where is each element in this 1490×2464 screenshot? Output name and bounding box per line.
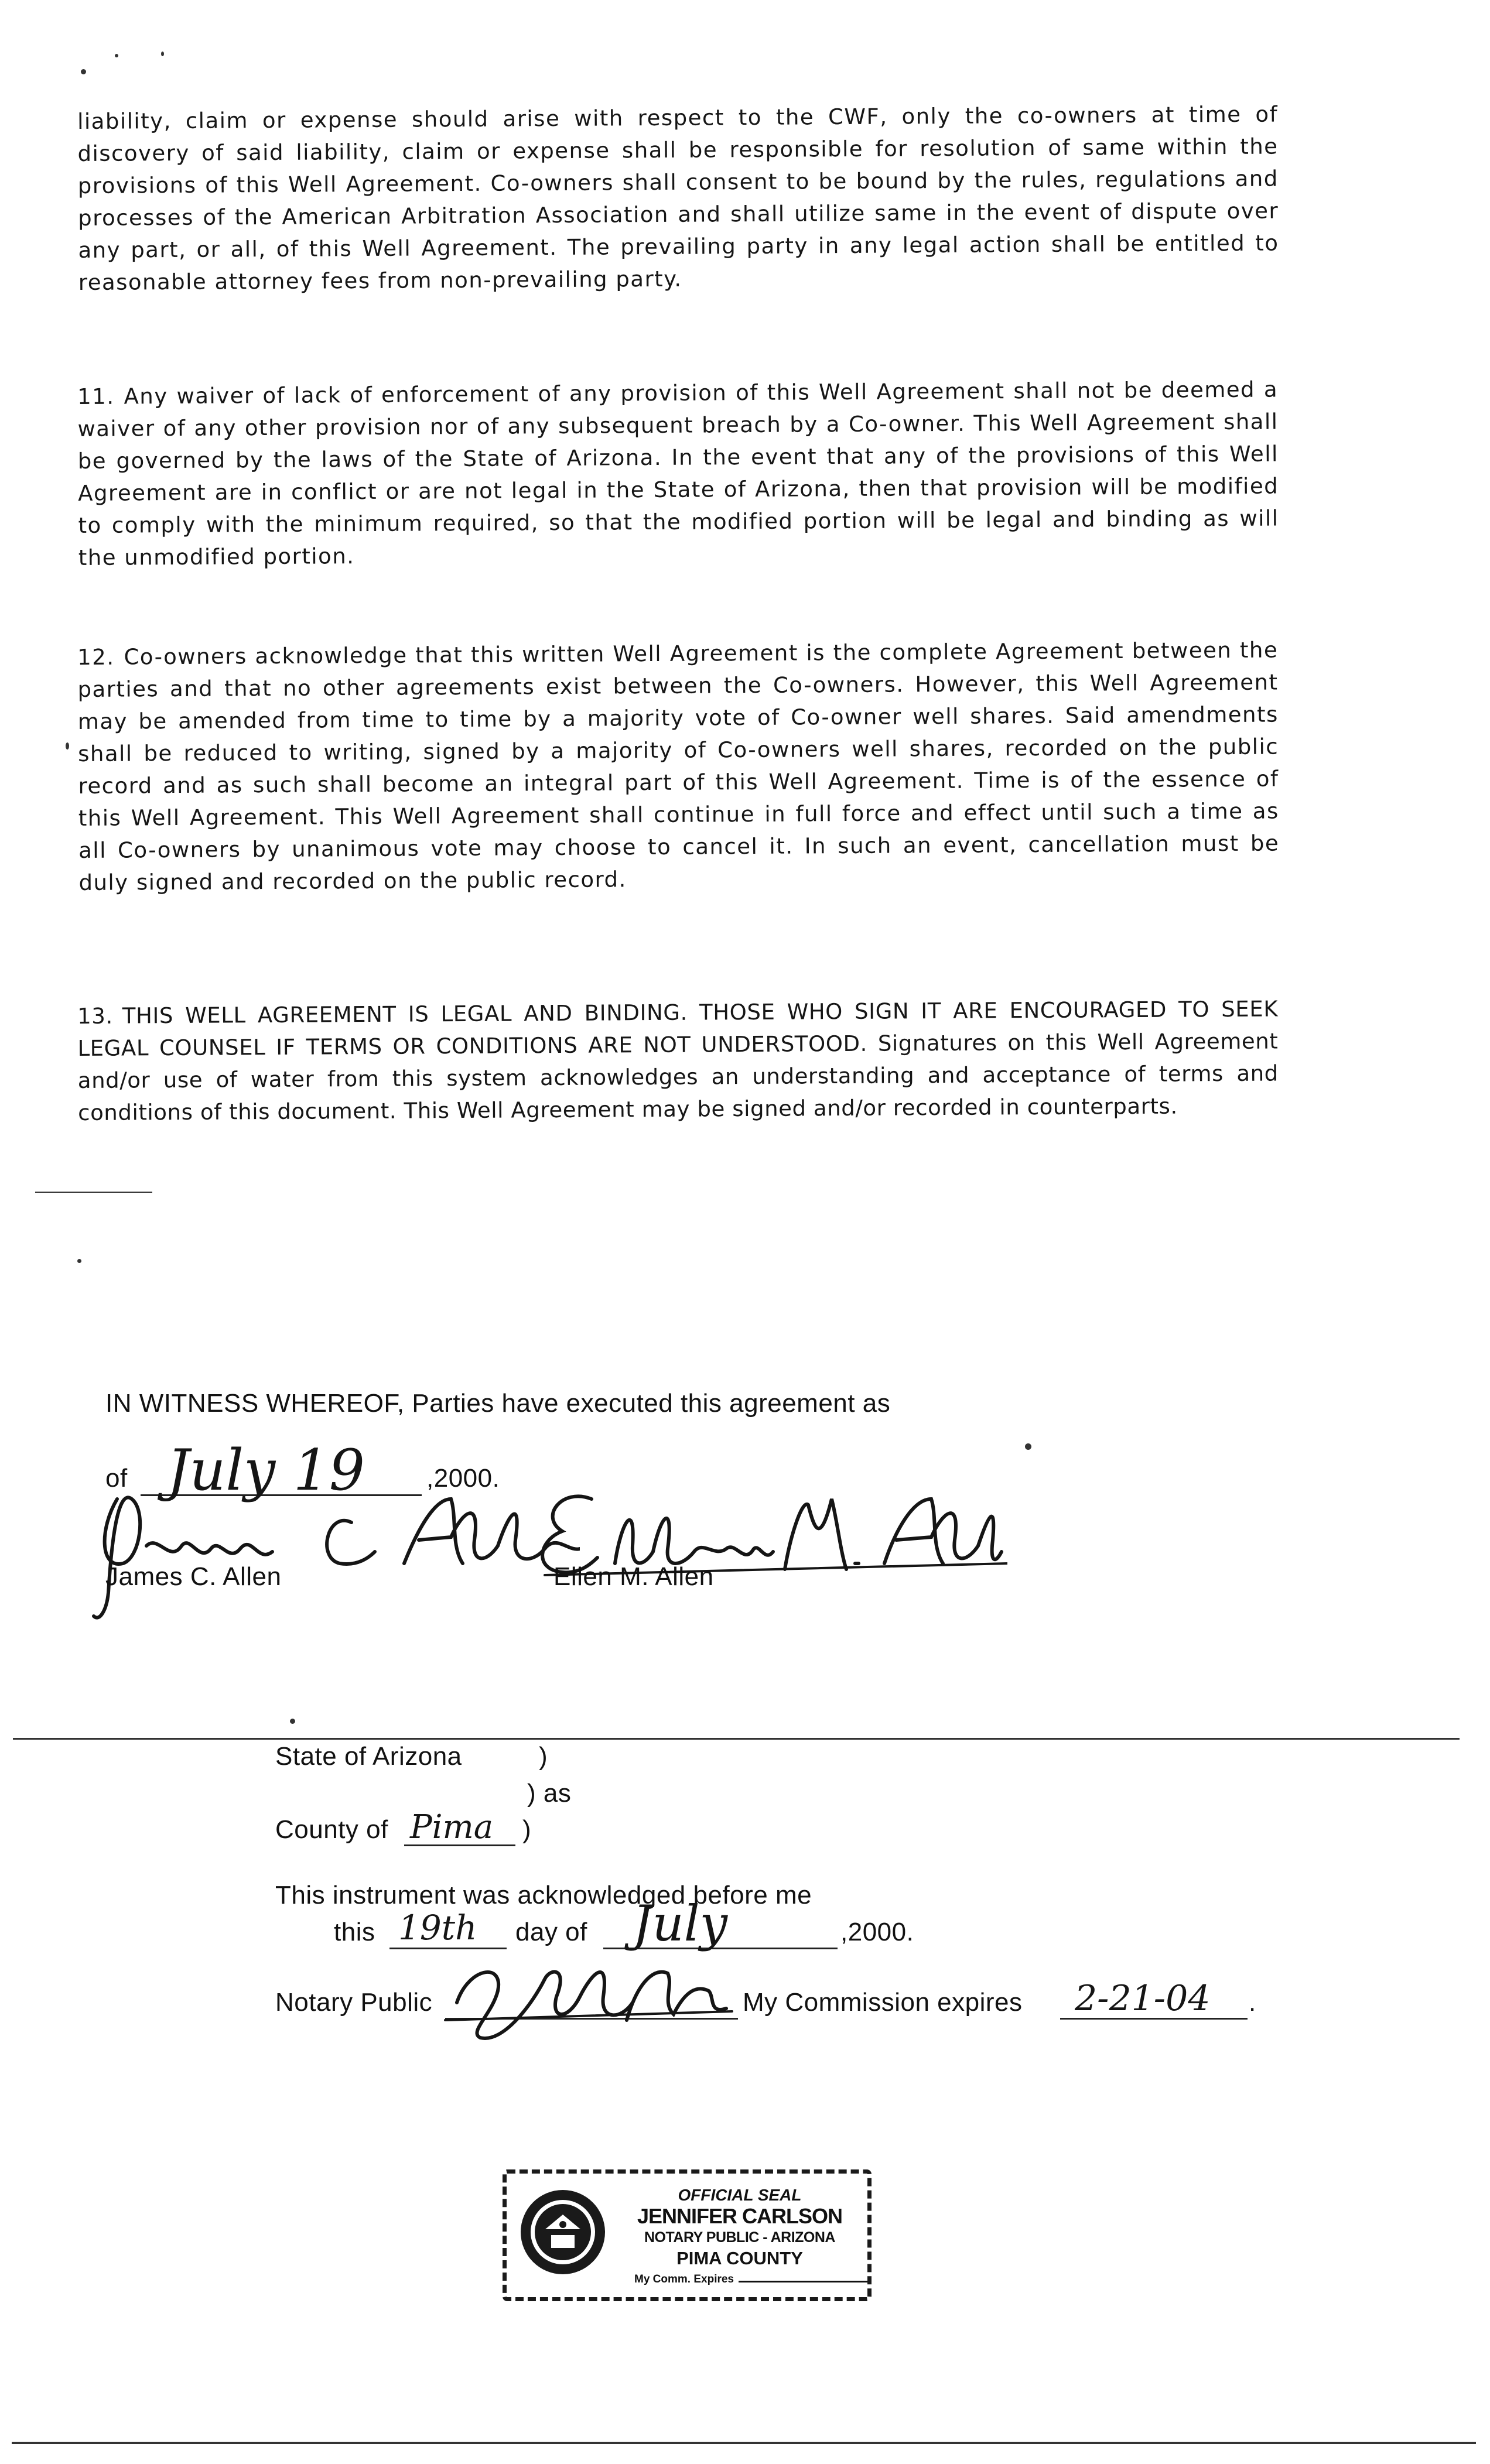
handwritten-day: 19th	[398, 1908, 477, 1948]
paragraph-number: 11.	[77, 384, 115, 409]
seal-line-name: JENNIFER CARLSON	[637, 2204, 843, 2228]
seal-text-block	[623, 2185, 857, 2290]
paragraph-12	[77, 634, 1280, 899]
commission-period: .	[1249, 1988, 1256, 2017]
witness-statement: IN WITNESS WHEREOF, Parties have executed this agreement as	[105, 1389, 891, 1418]
handwritten-month: July	[633, 1895, 728, 1952]
day-of-label: day of	[515, 1918, 587, 1946]
of-label: of	[105, 1464, 128, 1493]
seal-expires-blank	[739, 2281, 867, 2282]
paragraph-number: 12.	[77, 644, 115, 670]
year-label: ,2000.	[426, 1464, 500, 1493]
handwritten-date: July 19	[167, 1438, 365, 1503]
state-label: State of Arizona	[275, 1742, 462, 1771]
county-paren: )	[522, 1815, 532, 1844]
paragraph-11	[77, 373, 1279, 574]
paragraph-text: liability, claim or expense should arise with respect to the CWF, only the co-owners at time of discovery of said liability, claim or expense shall be responsible for resolution of same within the provisions of this Well Agreement. Co-owners shall consent to be bound by the rules, regulations and processes of the American Arbitration Association and shall utilize same in the event of dispute over any part, or all, of this Well Agreement. The prevailing party in any legal action shall be entitled to reasonable attorney fees from non-prevailing party.	[77, 101, 1279, 295]
signer-name-ellen: Ellen M. Allen	[553, 1562, 714, 1591]
scan-speck	[290, 1719, 295, 1724]
seal-line-official: OFFICIAL SEAL	[678, 2186, 802, 2204]
paragraph-liability	[77, 98, 1279, 299]
notary-seal	[497, 2164, 877, 2307]
notary-signature	[433, 1932, 738, 2044]
commission-label: My Commission expires	[743, 1988, 1023, 2017]
seal-line-county: PIMA COUNTY	[676, 2248, 803, 2268]
seal-expires-label: My Comm. Expires	[634, 2273, 734, 2285]
scan-speck	[161, 52, 164, 56]
seal-line-expires	[623, 2269, 857, 2290]
signer-name-james: James C. Allen	[105, 1562, 282, 1591]
paragraph-number: 13.	[77, 1003, 113, 1029]
state-paren: )	[539, 1742, 548, 1771]
notary-public-label: Notary Public	[275, 1988, 433, 2017]
section-divider	[13, 1738, 1460, 1740]
scan-speck	[81, 69, 86, 74]
signature-james-allen	[76, 1476, 580, 1628]
scan-speck	[115, 54, 118, 57]
paragraph-caps-text: THIS WELL AGREEMENT IS LEGAL AND BINDING. THOSE WHO SIGN IT ARE ENCOURAGED TO SEEK LEGAL COUNSEL IF TERMS OR CONDITIONS ARE NOT UNDERSTOOD.	[77, 996, 1279, 1061]
paragraph-13	[77, 993, 1279, 1129]
seal-line-title: NOTARY PUBLIC - ARIZONA	[644, 2229, 835, 2246]
short-rule	[35, 1192, 152, 1193]
this-label: this	[334, 1918, 375, 1946]
paragraph-text: Any waiver of lack of enforcement of any provision of this Well Agreement shall not be deemed a waiver of any other provision nor of any subsequent breach by a Co-owner. This Well Agreement shall be governed by the laws of the State of Arizona. In the event that any of the provisions of this Well Agreement are in conflict or are not legal in the State of Arizona, then that provision will be modified to comply with the minimum required, so that the modified portion will be legal and binding as will the unmodified portion.	[77, 377, 1279, 570]
handwritten-county: Pima	[410, 1808, 494, 1846]
instrument-statement: This instrument was acknowledged before me	[275, 1881, 812, 1909]
county-label: County of	[275, 1815, 388, 1844]
as-label: ) as	[527, 1779, 572, 1808]
bottom-edge-line	[12, 2442, 1476, 2444]
arizona-seal-emblem-icon	[519, 2188, 607, 2276]
handwritten-commission-date: 2-21-04	[1075, 1978, 1211, 2019]
paragraph-text: Co-owners acknowledge that this written Well Agreement is the complete Agreement between the parties and that no other agreements exist between the Co-owners. However, this Well Agreement may be amended from time to time by a majority vote of Co-owner well shares. Said amendments shall be reduced to writing, signed by a majority of Co-owners well shares, recorded on the public record and as such shall become an integral part of this Well Agreement. Time is of the essence of this Well Agreement. This Well Agreement shall continue in full force and effect until such a time as all Co-owners by unanimous vote may choose to cancel it. In such an event, cancellation must be duly signed and recorded on the public record.	[77, 637, 1280, 895]
scan-speck	[66, 742, 69, 750]
notary-year-label: ,2000.	[840, 1918, 914, 1946]
paragraph-text: Signatures on this Well Agreement and/or use of water from this system acknowledges an understanding and acceptance of terms and conditions of this document. This Well Agreement may be signed and/or recorded in counterparts.	[77, 1028, 1279, 1125]
scan-speck	[77, 1259, 81, 1263]
scan-speck	[1025, 1443, 1031, 1450]
